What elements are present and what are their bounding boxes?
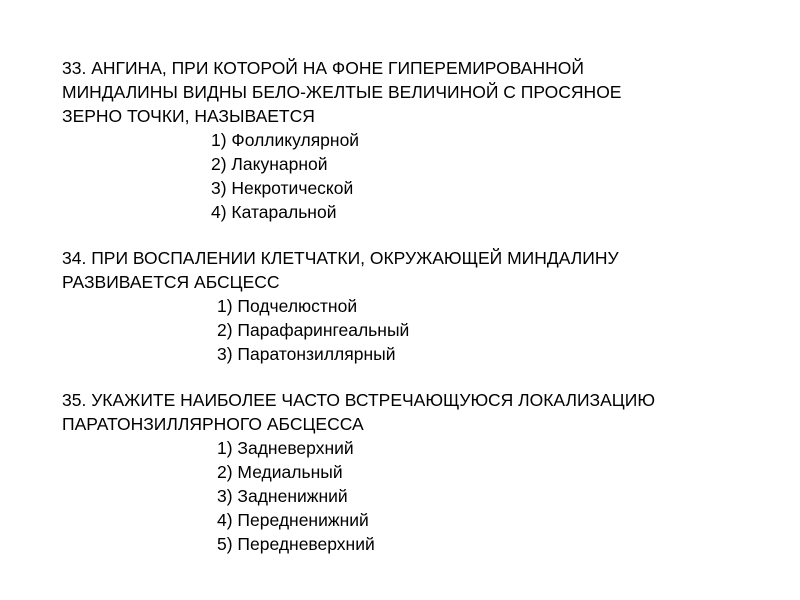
answer-option: 3) Задненижний	[217, 486, 348, 506]
answer-option: 4) Катаральной	[211, 202, 337, 222]
answer-option: 1) Задневерхний	[217, 438, 354, 458]
answer-option: 2) Медиальный	[217, 462, 343, 482]
question-34-options	[62, 294, 762, 366]
answer-option: 1) Фолликулярной	[211, 130, 360, 150]
question-33	[62, 56, 762, 224]
answer-option: 3) Паратонзиллярный	[217, 344, 396, 364]
answer-option: 5) Передневерхний	[217, 534, 375, 554]
answer-option: 2) Парафарингеальный	[217, 320, 410, 340]
question-35	[62, 388, 762, 556]
quiz-slide	[62, 56, 762, 556]
answer-option: 2) Лакунарной	[211, 154, 328, 174]
question-34	[62, 246, 762, 366]
question-35-text: 35. УКАЖИТЕ НАИБОЛЕЕ ЧАСТО ВСТРЕЧАЮЩУЮСЯ ЛОКАЛИЗАЦИЮ ПАРАТОНЗИЛЛЯРНОГО АБСЦЕССА	[62, 390, 656, 434]
question-33-options	[62, 128, 762, 224]
question-34-text: 34. ПРИ ВОСПАЛЕНИИ КЛЕТЧАТКИ, ОКРУЖАЮЩЕЙ МИНДАЛИНУ РАЗВИВАЕТСЯ АБСЦЕСС	[62, 248, 619, 292]
answer-option: 4) Передненижний	[217, 510, 369, 530]
answer-option: 1) Подчелюстной	[217, 296, 358, 316]
question-33-text: 33. АНГИНА, ПРИ КОТОРОЙ НА ФОНЕ ГИПЕРЕМИРОВАННОЙ МИНДАЛИНЫ ВИДНЫ БЕЛО-ЖЕЛТЫЕ ВЕЛИЧИНОЙ С ПРОСЯНОЕ ЗЕРНО ТОЧКИ, НАЗЫВАЕТСЯ	[62, 58, 622, 126]
answer-option: 3) Некротической	[211, 178, 354, 198]
question-35-options	[62, 436, 762, 556]
